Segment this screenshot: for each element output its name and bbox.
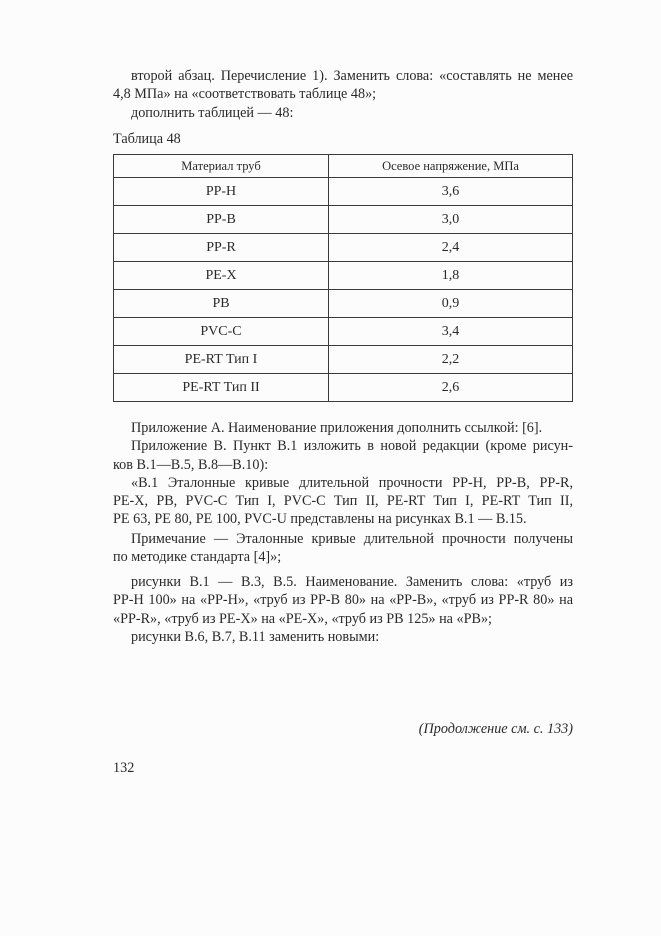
- table-row: [114, 318, 573, 346]
- text-line: Приложение А. Наименование приложения дополнить ссылкой: [6].: [131, 420, 543, 436]
- amendment-paragraph: [113, 419, 573, 529]
- page-number: 132: [113, 760, 135, 776]
- material-cell: PVC-C: [114, 318, 329, 346]
- stress-cell: 2,2: [329, 346, 573, 374]
- table-row: [114, 346, 573, 374]
- table-row: [114, 290, 573, 318]
- table-header-row: [114, 155, 573, 178]
- note-paragraph: [113, 530, 573, 567]
- table-row: [114, 178, 573, 206]
- material-cell: PP-B: [114, 206, 329, 234]
- column-header-stress: Осевое напряжение, МПа: [329, 155, 573, 178]
- material-cell: PB: [114, 290, 329, 318]
- text-line: Приложение В. Пункт В.1 изложить в новой редакции (кроме рисун-: [131, 438, 573, 455]
- column-header-material: Материал труб: [114, 155, 329, 178]
- table-row: [114, 262, 573, 290]
- material-cell: PP-R: [114, 234, 329, 262]
- text-line: рисунки В.1 — В.3, В.5. Наименование. Заменить слова: «труб из: [131, 574, 573, 590]
- table-caption: Таблица 48: [113, 131, 181, 147]
- stress-cell: 3,0: [329, 206, 573, 234]
- text-line: Примечание — Эталонные кривые длительной прочности получены: [131, 531, 573, 547]
- table-row: [114, 374, 573, 402]
- text-line: рисунки В.6, В.7, В.11 заменить новыми:: [131, 628, 380, 645]
- stress-cell: 3,4: [329, 318, 573, 346]
- material-cell: PE-RT Тип I: [114, 346, 329, 374]
- text-line: PP-H 100» на «PP-H», «труб из PP-B 80» на «PP-B», «труб из PP-R 80» на: [113, 592, 573, 609]
- continuation-note: (Продолжение см. с. 133): [418, 721, 573, 737]
- text-line: дополнить таблицей — 48:: [131, 104, 294, 121]
- text-line: «PP-R», «труб из PE-X» на «PE-X», «труб из PB 125» на «PB»;: [113, 610, 492, 627]
- text-line: PE-X, PB, PVC-C Тип I, PVC-C Тип II, PE-RT Тип I, PE-RT Тип II,: [113, 493, 573, 510]
- stress-cell: 3,6: [329, 178, 573, 206]
- text-line: PE 63, PE 80, PE 100, PVC-U представлены на рисунках В.1 — В.15.: [113, 511, 527, 528]
- text-line: по методике стандарта [4]»;: [113, 549, 282, 566]
- stress-cell: 2,4: [329, 234, 573, 262]
- figures-paragraph: [113, 573, 573, 646]
- text-line: «В.1 Эталонные кривые длительной прочности PP-H, PP-B, PP-R,: [131, 474, 573, 491]
- data-table: [113, 154, 573, 402]
- text-line: 4,8 МПа» на «соответствовать таблице 48»;: [113, 86, 377, 103]
- text-line: второй абзац. Перечисление 1). Заменить слова: «составлять не менее: [131, 68, 573, 84]
- intro-paragraph: [113, 67, 573, 122]
- stress-cell: 2,6: [329, 374, 573, 402]
- material-cell: PE-RT Тип II: [114, 374, 329, 402]
- material-cell: PE-X: [114, 262, 329, 290]
- stress-cell: 1,8: [329, 262, 573, 290]
- table-row: [114, 234, 573, 262]
- table-row: [114, 206, 573, 234]
- material-cell: PP-H: [114, 178, 329, 206]
- stress-cell: 0,9: [329, 290, 573, 318]
- text-line: ков В.1—В.5, В.8—В.10):: [113, 456, 269, 473]
